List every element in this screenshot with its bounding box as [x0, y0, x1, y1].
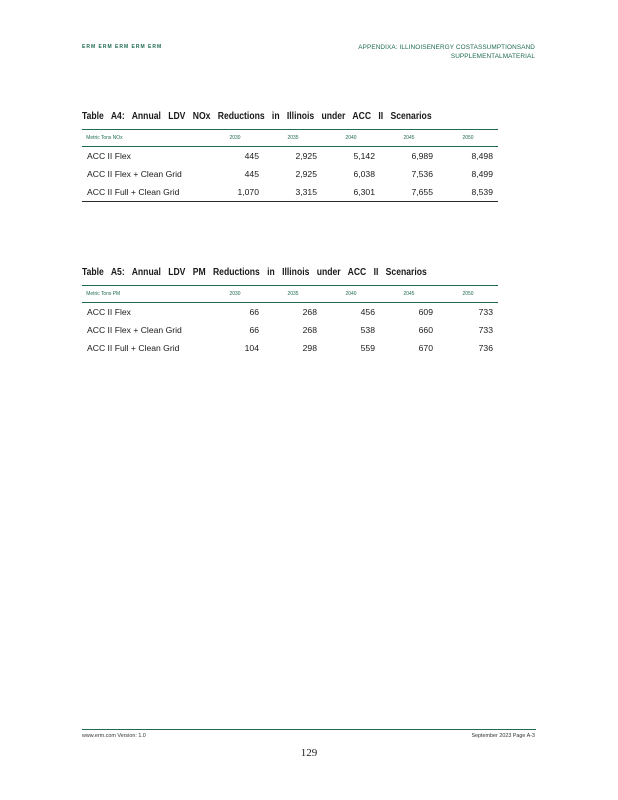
table-a5-year-header: 2050	[443, 286, 494, 303]
cell-value: 559	[360, 343, 375, 353]
cell-value: 733	[478, 325, 493, 335]
cell-value: 8,539	[471, 187, 493, 197]
row-label: ACC II Full + Clean Grid	[87, 343, 180, 353]
table-a4-year-header: 2035	[268, 130, 317, 147]
row-label: ACC II Flex	[87, 307, 131, 317]
cell-value: 6,301	[353, 187, 375, 197]
cell-value: 2,925	[295, 151, 317, 161]
table-row	[82, 183, 498, 202]
cell-value: 6,038	[353, 169, 375, 179]
table-row	[82, 339, 498, 357]
cell-value: 3,315	[295, 187, 317, 197]
page-number: 129	[300, 747, 318, 759]
cell-value: 445	[244, 169, 259, 179]
cell-value: 6,989	[411, 151, 433, 161]
cell-value: 660	[418, 325, 433, 335]
table-a5-year-header: 2030	[210, 286, 259, 303]
table-a4-header-row	[82, 130, 498, 147]
cell-value: 66	[249, 325, 259, 335]
row-label: ACC II Full + Clean Grid	[87, 187, 180, 197]
cell-value: 7,536	[411, 169, 433, 179]
cell-value: 1,070	[237, 187, 259, 197]
cell-value: 609	[418, 307, 433, 317]
footer-website: www.erm.com Version: 1.0	[82, 733, 146, 739]
cell-value: 2,925	[295, 169, 317, 179]
cell-value: 733	[478, 307, 493, 317]
footer-date-page: September 2023 Page A-3	[471, 733, 535, 739]
cell-value: 670	[418, 343, 433, 353]
table-a5-year-header: 2045	[384, 286, 433, 303]
cell-value: 7,655	[411, 187, 433, 197]
table-a4	[82, 129, 498, 202]
running-header	[275, 43, 535, 61]
cell-value: 456	[360, 307, 375, 317]
cell-value: 445	[244, 151, 259, 161]
cell-value: 104	[244, 343, 259, 353]
table-a5-unit-header: Metric Tons PM	[82, 286, 187, 303]
cell-value: 736	[478, 343, 493, 353]
cell-value: 8,498	[471, 151, 493, 161]
table-a5	[82, 285, 498, 357]
table-a4-year-header: 2050	[443, 130, 494, 147]
cell-value: 538	[360, 325, 375, 335]
header-logo-strip: ERM ERM ERM ERM ERM	[82, 44, 163, 50]
table-a4-year-header: 2030	[210, 130, 259, 147]
cell-value: 66	[249, 307, 259, 317]
table-row	[82, 321, 498, 339]
table-a5-title: Table A5: Annual LDV PM Reductions in Illinois under ACC II Scenarios	[82, 266, 427, 278]
table-row	[82, 147, 498, 166]
table-a5-year-header: 2035	[268, 286, 317, 303]
table-a5-header-row	[82, 286, 498, 303]
table-row	[82, 165, 498, 183]
table-a4-unit-header: Metric Tons NOx	[82, 130, 187, 147]
row-label: ACC II Flex	[87, 151, 131, 161]
table-row	[82, 303, 498, 322]
cell-value: 268	[302, 307, 317, 317]
cell-value: 298	[302, 343, 317, 353]
running-header-line-2: SUPPLEMENTALMATERIAL	[450, 53, 535, 60]
row-label: ACC II Flex + Clean Grid	[87, 169, 182, 179]
row-label: ACC II Flex + Clean Grid	[87, 325, 182, 335]
table-a4-title: Table A4: Annual LDV NOx Reductions in Illinois under ACC II Scenarios	[82, 110, 432, 122]
table-a4-year-header: 2045	[384, 130, 433, 147]
table-a4-year-header: 2040	[326, 130, 375, 147]
running-header-line-1: APPENDIXA: ILLINOISENERGY COSTASSUMPTIONSAND	[358, 44, 535, 51]
table-a5-year-header: 2040	[326, 286, 375, 303]
cell-value: 5,142	[353, 151, 375, 161]
cell-value: 8,499	[471, 169, 493, 179]
cell-value: 268	[302, 325, 317, 335]
footer-divider	[82, 729, 536, 730]
